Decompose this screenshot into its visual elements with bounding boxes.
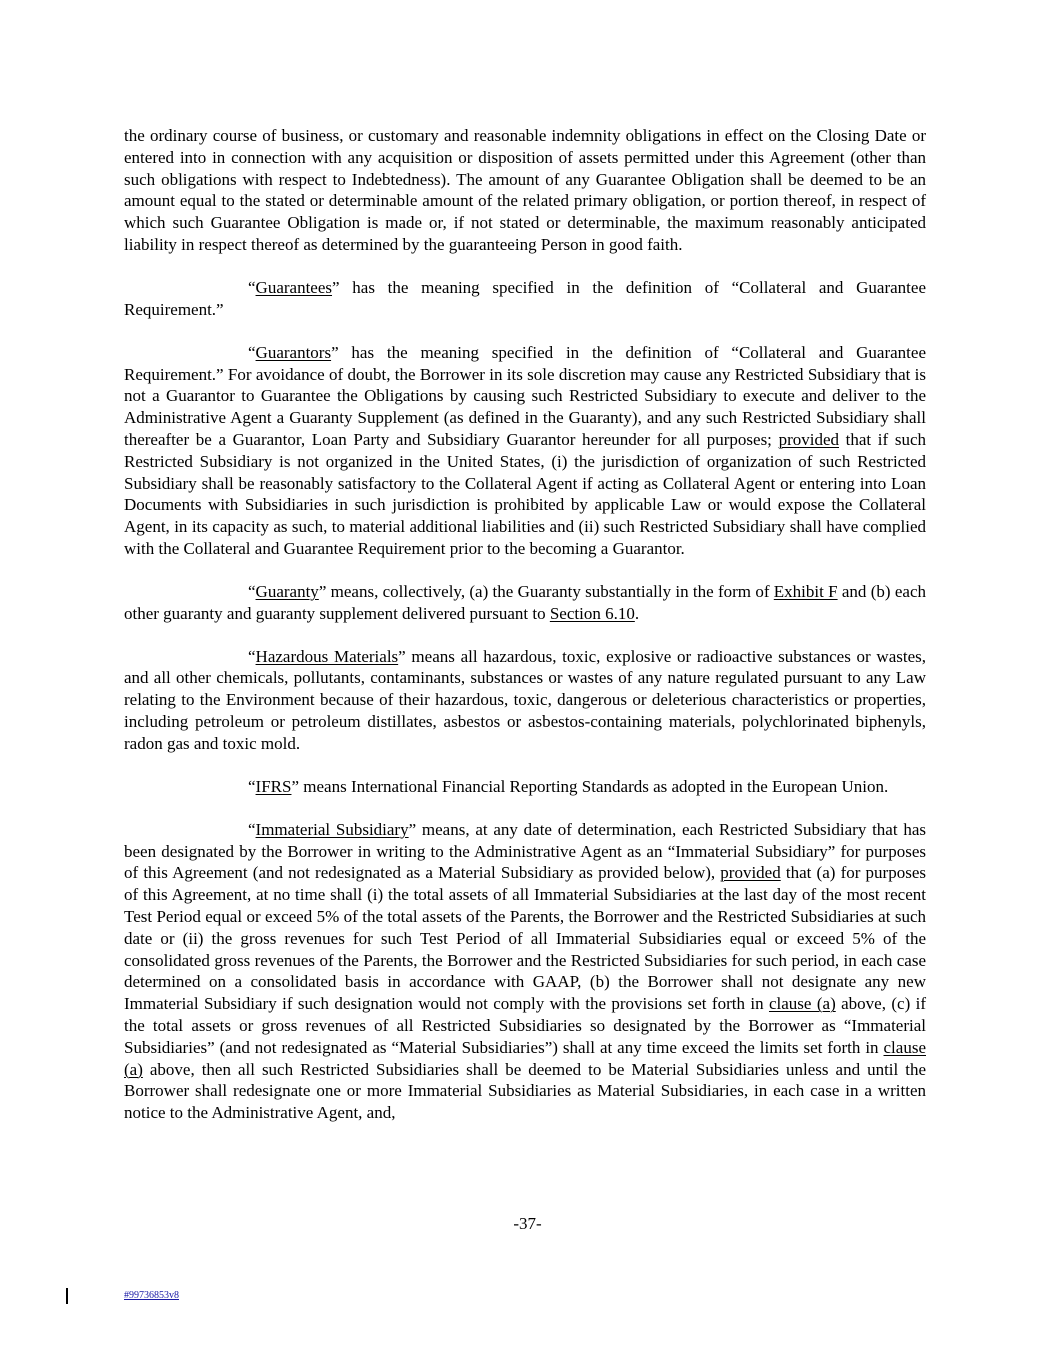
- definition-paragraph-hazardous-materials: [124, 646, 926, 755]
- underlined-term: IFRS: [255, 776, 292, 796]
- paragraph-text: “: [248, 819, 256, 839]
- underlined-term: Immaterial Subsidiary: [255, 819, 409, 839]
- definition-paragraph-guaranty: [124, 581, 926, 625]
- underlined-term: Guaranty: [255, 581, 319, 601]
- paragraph-text: ” means, at any date of determination, each Restricted Subsidiary that has been designated by the Borrower in writing to the Administrative Agent as an “Immaterial Subsidiary” for purposes of this Agreement (and not redesignated as a Material Subsidiary as provided below),: [124, 819, 926, 883]
- underlined-term: Exhibit F: [773, 581, 838, 601]
- document-id-link[interactable]: #99736853v8: [124, 1290, 179, 1301]
- underlined-term: Hazardous Materials: [255, 646, 399, 666]
- paragraph-text: ” has the meaning specified in the definition of “Collateral and Guarantee Requirement.” For avoidance of doubt, the Borrower in its sole discretion may cause any Restricted Subsidiary that is not a Guarantor to Guarantee the Obligations by causing such Restricted Subsidiary to execute and deliver to the Administrative Agent a Guaranty Supplement (as defined in the Guaranty), and any such Restricted Subsidiary shall thereafter be a Guarantor, Loan Party and Subsidiary Guarantor hereunder for all purposes;: [124, 342, 926, 449]
- underlined-term: Guarantees: [255, 277, 333, 297]
- underlined-term: provided: [720, 863, 781, 883]
- page-number: -37-: [513, 1214, 542, 1233]
- revision-change-bar: [66, 1288, 68, 1304]
- paragraph-text: “: [248, 581, 256, 601]
- paragraph-text: ” means International Financial Reporting Standards as adopted in the European Union.: [291, 776, 889, 796]
- paragraph-text: ” means all hazardous, toxic, explosive or radioactive substances or wastes, and all other chemicals, pollutants, contaminants, substances or wastes of any nature regulated pursuant to any Law relating to the Environment because of their hazardous, toxic, dangerous or deleterious characteristics or properties, including petroleum or petroleum distillates, asbestos or asbestos-containing materials, polychlorinated biphenyls, radon gas and toxic mold.: [124, 646, 926, 753]
- definition-paragraph-immaterial-subsidiary: [124, 819, 926, 1124]
- underlined-term: provided: [778, 429, 839, 449]
- paragraph-text: above, (c) if the total assets or gross revenues of all Restricted Subsidiaries so designated by the Borrower as “Immaterial Subsidiaries” (and not redesignated as “Material Subsidiaries”) shall at any time exceed the limits set forth in: [124, 994, 927, 1057]
- paragraph-text: that if such Restricted Subsidiary is not organized in the United States, (i) the jurisdiction of organization of such Restricted Subsidiary shall be reasonably satisfactory to the Collateral Agent if acting as Collateral Agent or entering into Loan Documents with Subsidiaries in such jurisdiction is prohibited by applicable Law or would expose the Collateral Agent, in its capacity as such, to material additional liabilities and (ii) such Restricted Subsidiary shall have complied with the Collateral and Guarantee Requirement prior to the becoming a Guarantor.: [124, 429, 926, 558]
- paragraph-text: and (b) each other guaranty and guaranty supplement delivered pursuant to: [124, 581, 926, 623]
- definition-paragraph-ifrs: [124, 776, 926, 798]
- underlined-term: Section 6.10: [549, 603, 635, 623]
- paragraph-text: “: [248, 646, 256, 666]
- paragraph-text: “: [248, 342, 256, 362]
- definition-paragraph-guarantors: [124, 342, 926, 560]
- paragraph-text: the ordinary course of business, or customary and reasonable indemnity obligations in effect on the Closing Date or entered into in connection with any acquisition or disposition of assets permitted under this Agreement (other than such obligations with respect to Indebtedness). The amount of any Guarantee Obligation shall be deemed to be an amount equal to the stated or determinable amount of the related primary obligation, or portion thereof, in respect of which such Guarantee Obligation is made or, if not stated or determinable, the maximum reasonably anticipated liability in respect thereof as determined by the guaranteeing Person in good faith.: [124, 126, 926, 254]
- definition-paragraph-continuation: [124, 125, 926, 256]
- paragraph-text: “: [248, 776, 256, 796]
- definition-paragraph-guarantees: [124, 277, 926, 321]
- paragraph-text: ” has the meaning specified in the definition of “Collateral and Guarantee Requirement.”: [124, 277, 926, 319]
- paragraph-text: that (a) for purposes of this Agreement, at no time shall (i) the total assets of all Immaterial Subsidiaries at the last day of the most recent Test Period equal or exceed 5% of the total assets of the Parents, the Borrower and the Restricted Subsidiaries at such date or (ii) the gross revenues for such Test Period of all Immaterial Subsidiaries equal or exceed 5% of the consolidated gross revenues of the Parents, the Borrower and the Restricted Subsidiaries for such period, in each case determined on a consolidated basis in accordance with GAAP, (b) the Borrower shall not designate any new Immaterial Subsidiary if such designation would not comply with the provisions set forth in: [124, 863, 926, 1014]
- underlined-term: Guarantors: [255, 342, 332, 362]
- paragraph-text: ” means, collectively, (a) the Guaranty substantially in the form of: [318, 581, 774, 601]
- paragraph-text: “: [248, 277, 256, 297]
- underlined-term: clause (a): [768, 994, 836, 1014]
- paragraph-text: .: [634, 603, 640, 623]
- document-body: [124, 125, 926, 1145]
- underlined-term: clause (a): [124, 1037, 926, 1079]
- paragraph-text: above, then all such Restricted Subsidiaries shall be deemed to be Material Subsidiaries unless and until the Borrower shall redesignate one or more Immaterial Subsidiaries as Material Subsidiaries, in each case in a written notice to the Administrative Agent, and,: [124, 1059, 926, 1123]
